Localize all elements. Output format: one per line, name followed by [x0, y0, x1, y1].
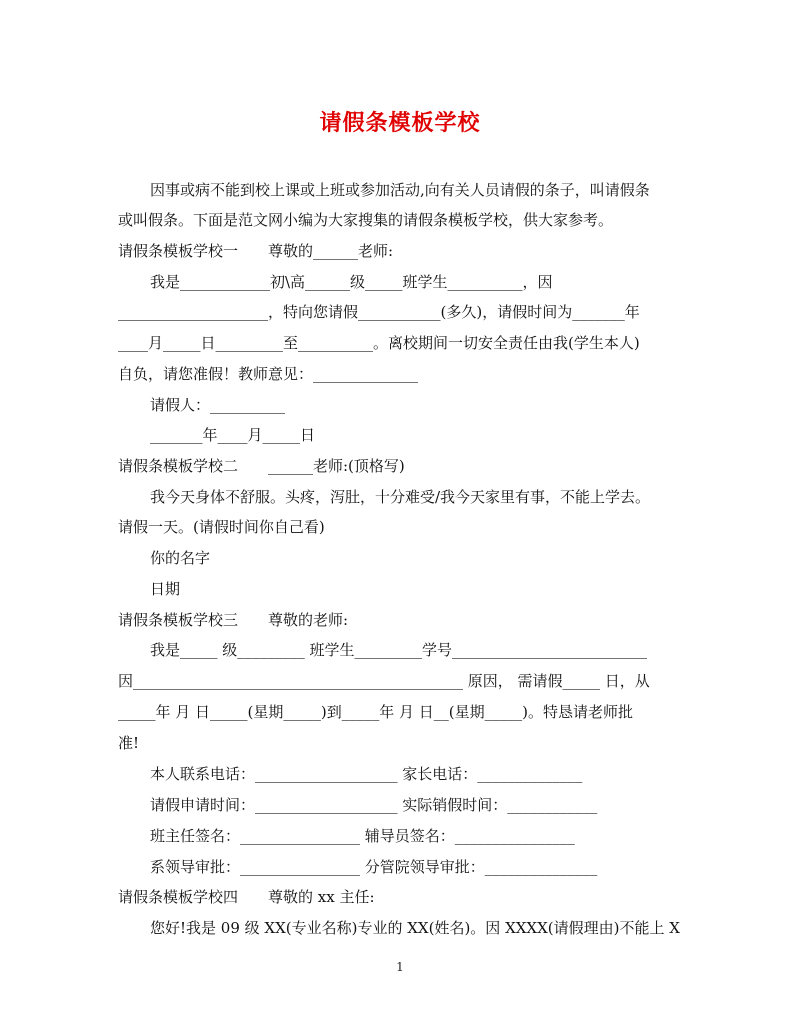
page-number: 1 [396, 960, 404, 974]
intro-line-1: 因事或病不能到校上课或上班或参加活动,向有关人员请假的条子，叫请假条 [150, 181, 650, 199]
form-line: 准! [118, 734, 140, 752]
form-line: 请假申请时间：___________________ 实际销假时间：____________ [150, 796, 598, 814]
section-heading-2: 请假条模板学校二 ______老师:(顶格写) [118, 457, 405, 475]
form-line: 我是_____ 级_________ 班学生_________学号__________________________ [150, 641, 648, 659]
section-heading-4: 请假条模板学校四 尊敬的 xx 主任: [118, 888, 375, 906]
form-line: ____________________，特向您请假___________(多久)，请假时间为_______年 [118, 303, 640, 321]
form-line: 系领导审批：________________ 分管院领导审批：_______________ [150, 858, 598, 876]
form-line: _____年 月 日_____(星期_____)到_____年 月 日__(星期_____)。特恳请老师批 [118, 703, 633, 721]
date-line: _______年____月_____日 [150, 426, 316, 444]
form-line: 自负，请您准假！教师意见：______________ [118, 365, 419, 383]
form-line: 我是____________初\高______级_____班学生__________，因 [150, 273, 553, 291]
form-line: 因____________________________________________ 原因， 需请假_____ 日，从 [118, 672, 650, 690]
form-line: ____月_____日_________至__________。离校期间一切安全责任由我(学生本人) [118, 334, 640, 352]
body-line: 你的名字 [150, 549, 211, 567]
form-line: 班主任签名：________________ 辅导员签名：________________ [150, 827, 575, 845]
form-line: 请假人：__________ [150, 396, 286, 414]
section-heading-1: 请假条模板学校一 尊敬的______老师: [118, 242, 394, 260]
section-heading-3: 请假条模板学校三 尊敬的老师: [118, 611, 349, 629]
body-line: 日期 [150, 580, 181, 598]
intro-line-2: 或叫假条。下面是范文网小编为大家搜集的请假条模板学校，供大家参考。 [118, 211, 614, 229]
document-title: 请假条模板学校 [319, 110, 481, 136]
body-line: 我今天身体不舒服。头疼，泻肚，十分难受/我今天家里有事，不能上学去。 [150, 488, 651, 506]
form-line: 本人联系电话：___________________ 家长电话：______________ [150, 765, 583, 783]
body-line: 请假一天。(请假时间你自己看) [118, 518, 325, 536]
body-line: 您好!我是 09 级 XX(专业名称)专业的 XX(姓名)。因 XXXX(请假理由)不能上 X [150, 919, 680, 937]
